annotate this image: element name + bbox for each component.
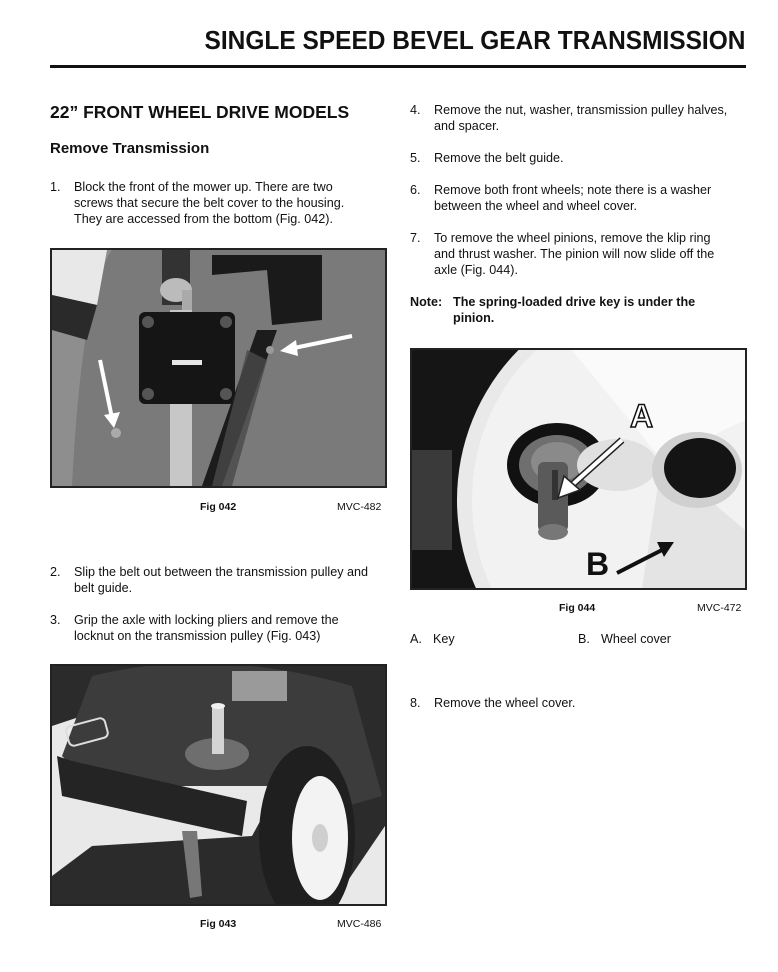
- step-text-line: To remove the wheel pinions, remove the klip ring: [434, 231, 711, 245]
- step-number: 5.: [410, 151, 421, 165]
- figure-044-photo: [410, 348, 747, 590]
- figure-044-code: MVC-472: [697, 602, 742, 614]
- step-number: 2.: [50, 565, 61, 579]
- step-text-line: Slip the belt out between the transmission pulley and: [74, 565, 369, 579]
- step-text-line: They are accessed from the bottom (Fig. 042).: [74, 212, 333, 226]
- legend-value: Key: [433, 632, 455, 646]
- step-number: 1.: [50, 180, 61, 194]
- step-text-line: axle (Fig. 044).: [434, 263, 518, 277]
- step-text-line: screws that secure the belt cover to the housing.: [74, 196, 345, 210]
- section-heading: 22” FRONT WHEEL DRIVE MODELS: [50, 102, 350, 122]
- step-6: [410, 182, 755, 214]
- note-text-line: The spring-loaded drive key is under the: [453, 295, 696, 309]
- figure-044-caption: Fig 044: [559, 602, 596, 614]
- step-text-line: Remove the wheel cover.: [434, 696, 576, 710]
- figure-043-caption: Fig 043: [200, 918, 237, 930]
- callout-label-a: A: [630, 398, 654, 434]
- page-title: SINGLE SPEED BEVEL GEAR TRANSMISSION: [204, 27, 745, 55]
- step-7: [410, 230, 755, 278]
- step-2: [50, 564, 390, 596]
- step-text-line: Remove the nut, washer, transmission pulley halves,: [434, 103, 728, 117]
- step-3: [50, 612, 390, 644]
- step-8: [410, 695, 755, 711]
- figure-042-photo: [50, 248, 387, 488]
- step-text-line: Remove both front wheels; note there is a washer: [434, 183, 712, 197]
- figure-043-code: MVC-486: [337, 918, 382, 930]
- step-text-line: and spacer.: [434, 119, 500, 133]
- callout-label-b: B: [586, 546, 610, 582]
- note-label: Note:: [410, 295, 443, 309]
- step-number: 6.: [410, 183, 421, 197]
- legend-value: Wheel cover: [601, 632, 671, 646]
- step-text-line: between the wheel and wheel cover.: [434, 199, 638, 213]
- legend-key: B.: [578, 632, 590, 646]
- figure-043-photo: [50, 664, 387, 906]
- step-5: [410, 150, 755, 166]
- step-text-line: Block the front of the mower up. There are two: [74, 180, 333, 194]
- note-text-line: pinion.: [453, 311, 495, 325]
- step-text-line: and thrust washer. The pinion will now slide off the: [434, 247, 715, 261]
- step-number: 7.: [410, 231, 421, 245]
- step-text-line: locknut on the transmission pulley (Fig. 043): [74, 629, 321, 643]
- step-text-line: Remove the belt guide.: [434, 151, 564, 165]
- step-number: 4.: [410, 103, 421, 117]
- step-text-line: Grip the axle with locking pliers and remove the: [74, 613, 339, 627]
- title-divider: [50, 65, 746, 68]
- figure-042-caption: Fig 042: [200, 501, 237, 513]
- legend-key: A.: [410, 632, 422, 646]
- figure-042-code: MVC-482: [337, 501, 382, 513]
- step-1: [50, 179, 390, 227]
- step-text-line: belt guide.: [74, 581, 133, 595]
- step-4: [410, 102, 755, 134]
- section-subheading: Remove Transmission: [50, 140, 210, 157]
- step-number: 8.: [410, 696, 421, 710]
- step-number: 3.: [50, 613, 61, 627]
